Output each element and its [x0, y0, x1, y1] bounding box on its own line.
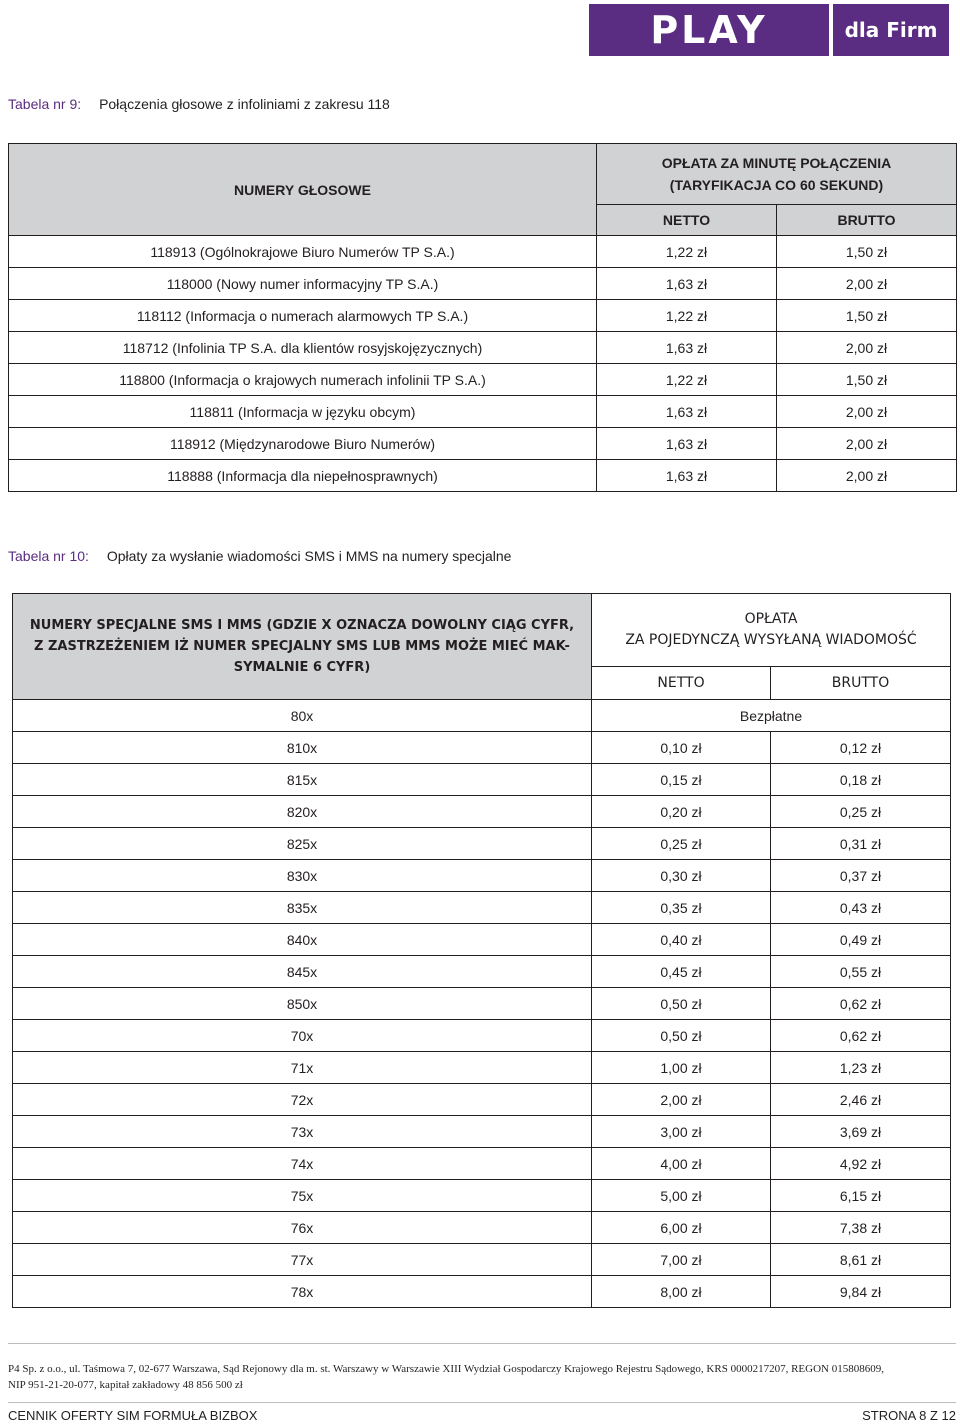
table-row [9, 460, 957, 492]
netto-cell: 0,50 zł [592, 988, 771, 1020]
netto-cell: 3,00 zł [592, 1116, 771, 1148]
netto-cell: 1,63 zł [597, 428, 777, 460]
table10-caption-text: Opłaty za wysłanie wiadomości SMS i MMS na numery specjalne [106, 548, 512, 564]
netto-cell: 8,00 zł [592, 1276, 771, 1308]
table-row [13, 956, 951, 988]
number-cell: 850x [13, 988, 592, 1020]
number-cell: 118000 (Nowy numer informacyjny TP S.A.) [9, 268, 597, 300]
netto-cell: 1,63 zł [597, 396, 777, 428]
brutto-cell: 2,00 zł [777, 268, 957, 300]
brutto-cell: 1,50 zł [777, 300, 957, 332]
col-header-fee-line1: OPŁATA ZA MINUTĘ POŁĄCZENIA [661, 155, 892, 171]
table-row [9, 396, 957, 428]
number-cell: 835x [13, 892, 592, 924]
brutto-cell: 1,23 zł [771, 1052, 951, 1084]
brutto-cell: 0,25 zł [771, 796, 951, 828]
netto-cell: 1,22 zł [597, 236, 777, 268]
brutto-cell: 1,50 zł [777, 364, 957, 396]
number-cell: 845x [13, 956, 592, 988]
table-row [9, 428, 957, 460]
table-row [13, 1052, 951, 1084]
table-row [13, 1084, 951, 1116]
brutto-cell: 2,46 zł [771, 1084, 951, 1116]
col-header-fee [597, 144, 957, 205]
number-cell: 825x [13, 828, 592, 860]
number-cell: 820x [13, 796, 592, 828]
table10-caption-number: Tabela nr 10: [8, 548, 89, 564]
number-cell: 70x [13, 1020, 592, 1052]
table-row [13, 1212, 951, 1244]
number-cell: 77x [13, 1244, 592, 1276]
footer-divider-bottom [8, 1402, 956, 1403]
footer-divider-top [8, 1343, 956, 1344]
legal-line-1: P4 Sp. z o.o., ul. Taśmowa 7, 02-677 Warszawa, Sąd Rejonowy dla m. st. Warszawy w Warszawie XIII Wydział Gospodarczy Krajowego Rejestru Sądowego, KRS 0000217207, REGON 015808609, [8, 1363, 884, 1375]
col-header-fee-line1: OPŁATA [744, 611, 798, 627]
table-row [13, 1020, 951, 1052]
netto-cell: 1,00 zł [592, 1052, 771, 1084]
brutto-cell: 1,50 zł [777, 236, 957, 268]
col-header-brutto: BRUTTO [771, 667, 951, 700]
col-header-special-line3: SYMALNIE 6 CYFR) [233, 660, 371, 675]
netto-cell: 0,15 zł [592, 764, 771, 796]
table-row [9, 236, 957, 268]
table-row [13, 924, 951, 956]
number-cell: 118712 (Infolinia TP S.A. dla klientów rosyjskojęzycznych) [9, 332, 597, 364]
table-row [9, 300, 957, 332]
netto-cell: 0,30 zł [592, 860, 771, 892]
netto-cell: 2,00 zł [592, 1084, 771, 1116]
table-row [9, 332, 957, 364]
number-cell: 840x [13, 924, 592, 956]
brutto-cell: 2,00 zł [777, 396, 957, 428]
brutto-cell: 2,00 zł [777, 332, 957, 364]
brutto-cell: 3,69 zł [771, 1116, 951, 1148]
col-header-special-numbers [13, 594, 592, 700]
netto-cell: 7,00 zł [592, 1244, 771, 1276]
netto-cell: 5,00 zł [592, 1180, 771, 1212]
netto-cell: 0,45 zł [592, 956, 771, 988]
brutto-cell: 0,62 zł [771, 1020, 951, 1052]
table-row [9, 364, 957, 396]
table-row [13, 892, 951, 924]
legal-line-2: NIP 951-21-20-077, kapitał zakładowy 48 856 500 zł [8, 1379, 243, 1391]
number-cell: 810x [13, 732, 592, 764]
number-cell: 118912 (Międzynarodowe Biuro Numerów) [9, 428, 597, 460]
table-voice-numbers [8, 143, 957, 492]
table-row [13, 700, 951, 732]
table-row [13, 988, 951, 1020]
col-header-numbers: NUMERY GŁOSOWE [9, 144, 597, 236]
netto-cell: 0,40 zł [592, 924, 771, 956]
brutto-cell: 0,55 zł [771, 956, 951, 988]
number-cell: 815x [13, 764, 592, 796]
table9-caption-number: Tabela nr 9: [8, 96, 82, 112]
number-cell: 830x [13, 860, 592, 892]
number-cell: 76x [13, 1212, 592, 1244]
brutto-cell: 7,38 zł [771, 1212, 951, 1244]
number-cell: 118913 (Ogólnokrajowe Biuro Numerów TP S.A.) [9, 236, 597, 268]
number-cell: 118800 (Informacja o krajowych numerach infolinii TP S.A.) [9, 364, 597, 396]
col-header-netto: NETTO [592, 667, 771, 700]
col-header-fee-line2: ZA POJEDYNCZĄ WYSYŁANĄ WIADOMOŚĆ [625, 632, 917, 648]
brutto-cell: 8,61 zł [771, 1244, 951, 1276]
table-row [13, 1148, 951, 1180]
number-cell: 71x [13, 1052, 592, 1084]
table-row [13, 1180, 951, 1212]
netto-cell: 1,22 zł [597, 300, 777, 332]
table10-caption [8, 548, 511, 564]
netto-cell: 4,00 zł [592, 1148, 771, 1180]
table-row [13, 860, 951, 892]
brutto-cell: 0,31 zł [771, 828, 951, 860]
netto-cell: 1,63 zł [597, 268, 777, 300]
netto-cell: 6,00 zł [592, 1212, 771, 1244]
document-title: CENNIK OFERTY SIM FORMUŁA BIZBOX [8, 1408, 258, 1423]
brutto-cell: 2,00 zł [777, 460, 957, 492]
company-legal-info [8, 1361, 956, 1393]
netto-cell: 1,22 zł [597, 364, 777, 396]
col-header-special-line2: Z ZASTRZEŻENIEM IŻ NUMER SPECJALNY SMS LUB MMS MOŻE MIEĆ MAK- [34, 639, 570, 654]
table-row [13, 828, 951, 860]
netto-cell: 0,35 zł [592, 892, 771, 924]
number-cell: 78x [13, 1276, 592, 1308]
table9-caption-text: Połączenia głosowe z infoliniami z zakresu 118 [99, 96, 390, 112]
number-cell: 118888 (Informacja dla niepełnosprawnych) [9, 460, 597, 492]
free-cell: Bezpłatne [592, 700, 951, 732]
play-logo [589, 4, 949, 56]
table-row [13, 1116, 951, 1148]
play-wordmark: PLAY [589, 4, 829, 56]
netto-cell: 1,63 zł [597, 332, 777, 364]
col-header-fee-line2: (TARYFIKACJA CO 60 SEKUND) [669, 177, 884, 193]
netto-cell: 0,10 zł [592, 732, 771, 764]
brutto-cell: 4,92 zł [771, 1148, 951, 1180]
number-cell: 75x [13, 1180, 592, 1212]
table-row [13, 796, 951, 828]
col-header-special-line1: NUMERY SPECJALNE SMS I MMS (GDZIE X OZNACZA DOWOLNY CIĄG CYFR, [29, 618, 575, 633]
brutto-cell: 0,62 zł [771, 988, 951, 1020]
table-row [9, 268, 957, 300]
number-cell: 74x [13, 1148, 592, 1180]
brutto-cell: 2,00 zł [777, 428, 957, 460]
brutto-cell: 0,12 zł [771, 732, 951, 764]
table-special-sms-numbers [12, 593, 951, 1308]
brutto-cell: 6,15 zł [771, 1180, 951, 1212]
brutto-cell: 0,49 zł [771, 924, 951, 956]
col-header-netto: NETTO [597, 205, 777, 236]
brutto-cell: 0,43 zł [771, 892, 951, 924]
number-cell: 118112 (Informacja o numerach alarmowych TP S.A.) [9, 300, 597, 332]
col-header-fee [592, 594, 951, 667]
number-cell: 73x [13, 1116, 592, 1148]
dla-firm-badge: dla Firm [833, 4, 949, 56]
table9-caption [8, 96, 390, 112]
number-cell: 80x [13, 700, 592, 732]
table-row [13, 1276, 951, 1308]
table-row [13, 764, 951, 796]
brutto-cell: 9,84 zł [771, 1276, 951, 1308]
number-cell: 72x [13, 1084, 592, 1116]
netto-cell: 1,63 zł [597, 460, 777, 492]
col-header-brutto: BRUTTO [777, 205, 957, 236]
table-row [13, 1244, 951, 1276]
netto-cell: 0,50 zł [592, 1020, 771, 1052]
table-row [13, 732, 951, 764]
brutto-cell: 0,37 zł [771, 860, 951, 892]
netto-cell: 0,20 zł [592, 796, 771, 828]
number-cell: 118811 (Informacja w języku obcym) [9, 396, 597, 428]
netto-cell: 0,25 zł [592, 828, 771, 860]
page-number: STRONA 8 Z 12 [862, 1408, 956, 1423]
brutto-cell: 0,18 zł [771, 764, 951, 796]
